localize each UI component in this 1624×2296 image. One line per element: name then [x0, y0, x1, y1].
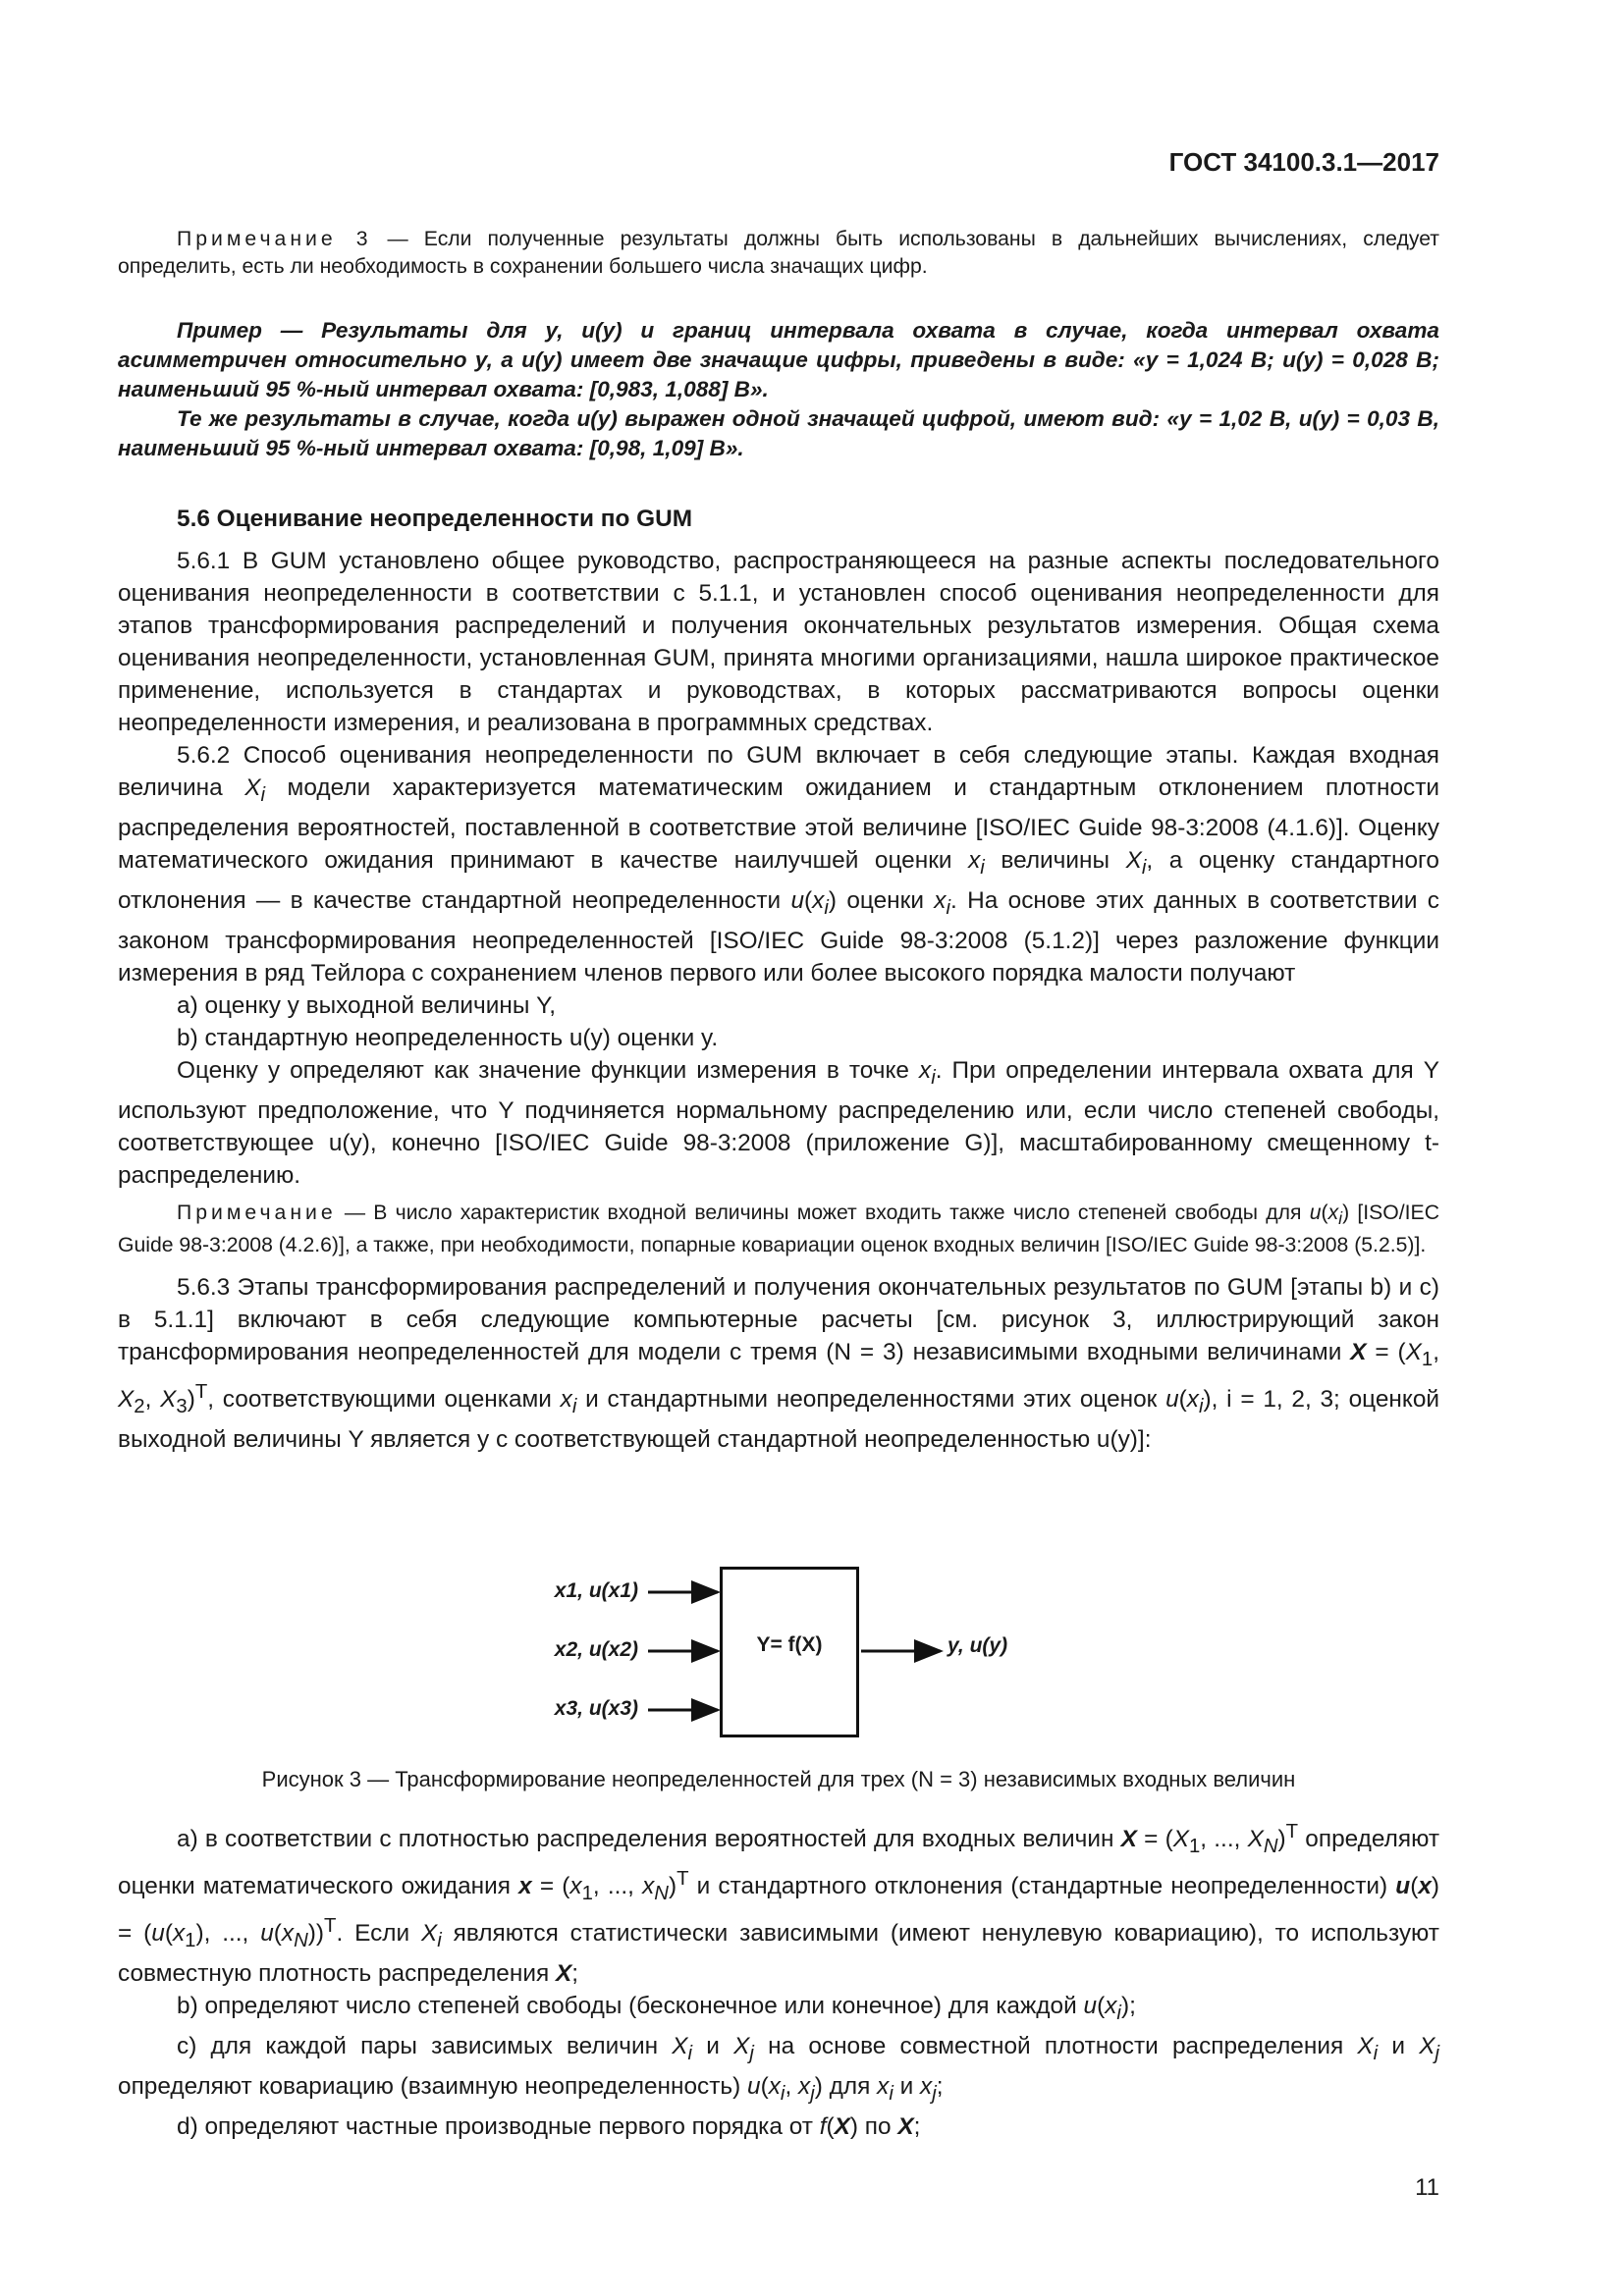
input-label-3: x3, u(x3) [554, 1697, 638, 1720]
note-3-text: — Если полученные результаты должны быть использованы в дальнейших вычислениях, следует определить, есть ли необходимость в сохранении большего числа значащих цифр. [118, 228, 1439, 278]
computation-steps [118, 1816, 1439, 2143]
note-3 [118, 226, 1439, 281]
note-degrees-of-freedom: Примечание — В число характеристик входной величины может входить также число степеней свободы для $u(x_i)$ [ISO/IEC Guide 98-3:2008 (4.2.6)], а также, при необходимости, попарные ковариации оценок входных величин [ISO/IEC Guide 98-3:2008 (5.2.5)]. [118, 1201, 1439, 1256]
page-number: 11 [1415, 2174, 1439, 2201]
figure-3-diagram [530, 1563, 1041, 1749]
step-a: a) в соответствии с плотностью распределения вероятностей для входных величин $X = (X_1$, ..., $X_N)^T$ определяют оценки математического ожидания $x = (x_1$, ..., $x_N)^T$ и стандартного отклонения (стандартные неопределенности) $u(x) = (u(x_1)$, ..., $u(x_N))^T$. Если $X_i$ являются статистически зависимыми (имеют ненулевую ковариацию), то используют совместную плотность распределения X; [118, 1821, 1440, 1987]
list-item-b: b) стандартную неопределенность u(y) оценки y. [177, 1024, 719, 1051]
step-d: d) определяют частные производные первого порядка от f(X) по X; [177, 2112, 921, 2140]
step-c: c) для каждой пары зависимых величин $X_i$ и $X_j$ на основе совместной плотности распределения $X_i$ и $X_j$ определяют ковариацию (взаимную неопределенность) $u(x_i$, $x_j$) для $x_i$ и $x_j$; [118, 2032, 1440, 2105]
paragraph-5-6-2: 5.6.2 Способ оценивания неопределенности по GUM включает в себя следующие этапы. Каждая входная величина $X_i$ модели характеризуется математическим ожиданием и стандартным отклонением плотности распределения вероятностей, поставленной в соответствие этой величине [ISO/IEC Guide 98-3:2008 (4.1.6)]. Оценку математического ожидания принимают в качестве наилучшей оценки $x_i$ величины $X_i$, а оценку стандартного отклонения — в качестве стандартной неопределенности $u(x_i)$ оценки $x_i$. На основе этих данных в соответствии с законом трансформирования неопределенностей [ISO/IEC Guide 98-3:2008 (5.1.2)] через разложение функции измерения в ряд Тейлора с сохранением членов первого или более высокого порядка малости получают [118, 742, 1439, 987]
input-label-2: x2, u(x2) [554, 1638, 638, 1661]
section-heading: 5.6 Оценивание неопределенности по GUM [177, 506, 693, 532]
paragraph-5-6-1: 5.6.1 В GUM установлено общее руководство, распространяющееся на разные аспекты последовательного оценивания неопределенности в соответствии с 5.1.1, и установлен способ оценивания неопределенности для этапов трансформирования распределений и получения окончательных результатов измерения. Общая схема оценивания неопределенности, установленная GUM, принята многими организациями, нашла широкое практическое применение, используется в стандартах и руководствах, в которых рассматриваются вопросы оценки неопределенности измерения, и реализована в программных средствах. [118, 548, 1439, 736]
paragraph-5-6-3: 5.6.3 Этапы трансформирования распределений и получения окончательных результатов по GUM [этапы b) и c) в 5.1.1] включают в себя следующие компьютерные расчеты [см. рисунок 3, иллюстрирующий закон трансформирования неопределенностей для модели с тремя (N = 3) независимыми входными величинами $X = (X_1$, $X_2$, $X_3)^T$, соответствующими оценками $x_i$ и стандартными неопределенностями этих оценок $u(x_i)$, i = 1, 2, 3; оценкой выходной величины Y является y с соответствующей стандартной неопределенностью u(y)]: [118, 1273, 1440, 1453]
figure-caption-block [118, 1765, 1439, 1794]
model-function-label: Y= f(X) [756, 1633, 823, 1656]
section-5-6 [118, 503, 1439, 1456]
list-item-a: a) оценку y выходной величины Y, [177, 991, 557, 1019]
output-label: y, u(y) [947, 1634, 1008, 1657]
note-3-label: Примечание 3 [177, 228, 372, 250]
step-b: b) определяют число степеней свободы (бесконечное или конечное) для каждой $u(x_i)$; [177, 1993, 1136, 2024]
example-line-1: Пример — Результаты для y, u(y) и границ интервала охвата в случае, когда интервал охвата асимметричен относительно y, а u(y) имеет две значащие цифры, приведены в виде: «y = 1,024 В; u(y) = 0,028 В; наименьший 95 %-ный интервал охвата: [0,983, 1,088] В». [118, 318, 1439, 401]
paragraph-estimate: Оценку y определяют как значение функции измерения в точке $x_i$. При определении интервала охвата для Y используют предположение, что Y подчиняется нормальному распределению или, если число степеней свободы, соответствующее u(y), конечно [ISO/IEC Guide 98-3:2008 (приложение G)], масштабированному смещенному t-распределению. [118, 1056, 1439, 1189]
document-id: ГОСТ 34100.3.1—2017 [1168, 147, 1439, 177]
input-label-1: x1, u(x1) [554, 1579, 638, 1602]
example-block [118, 316, 1439, 463]
example-line-2: Те же результаты в случае, когда u(y) выражен одной значащей цифрой, имеют вид: «y = 1,02 В, u(y) = 0,03 В, наименьший 95 %-ный интервал охвата: [0,98, 1,09] В». [118, 406, 1439, 460]
figure-caption: Рисунок 3 — Трансформирование неопределенностей для трех (N = 3) независимых входных величин [261, 1767, 1296, 1791]
